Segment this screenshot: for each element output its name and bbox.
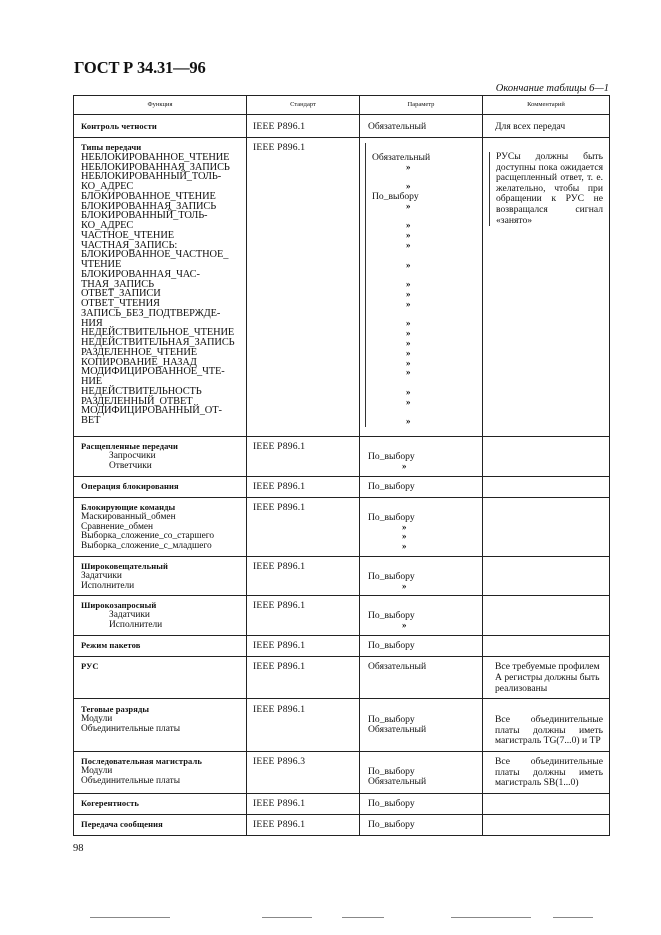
transfer-type: НЕБЛОКИРОВАННАЯ_ЗАПИСЬ <box>81 161 230 173</box>
ditto-mark: » <box>406 318 411 329</box>
standard: IEEE P896.1 <box>253 640 306 652</box>
function-subitem: Ответчики <box>109 460 152 471</box>
table-row <box>74 636 610 657</box>
scan-artifact-line <box>553 917 593 918</box>
standard: IEEE P896.1 <box>253 121 306 132</box>
table-row <box>74 557 610 596</box>
table-row <box>74 657 610 699</box>
function-name: Последовательная магистраль <box>81 755 202 766</box>
document-title: ГОСТ Р 34.31—96 <box>74 58 206 77</box>
function-name: Операция блокирования <box>81 481 179 491</box>
parameter-list <box>365 143 476 427</box>
ditto-mark: » <box>406 239 411 250</box>
standard: IEEE P896.1 <box>253 561 306 572</box>
scan-artifact-line <box>342 917 384 918</box>
comment: Все требуемые профилем А регистры должны быть реализованы <box>495 661 600 694</box>
transfer-type: НЕДЕЙСТВИТЕЛЬНОЕ_ЧТЕНИЕ <box>81 327 235 339</box>
standard: IEEE P896.3 <box>253 755 306 767</box>
parameter-line: По_выбору <box>368 765 415 777</box>
ditto-mark: » <box>406 367 411 378</box>
ditto-mark: » <box>406 396 411 407</box>
standard: IEEE P896.1 <box>253 797 306 809</box>
parameter-line <box>372 251 476 261</box>
ditto-mark: » <box>402 541 407 552</box>
function-name: Расщепленные передачи <box>81 441 178 451</box>
function-subitem: Задатчики <box>109 610 150 621</box>
ditto-mark: » <box>406 161 411 172</box>
transfer-type: НЕДЕЙСТВИТЕЛЬНОСТЬ <box>81 385 202 397</box>
function-subitem: Объединительные платы <box>81 775 181 786</box>
function-subitem: Модули <box>81 713 113 724</box>
parameter-line <box>372 310 476 320</box>
function-name: Когерентность <box>81 797 139 808</box>
function-subitem: Выборка_сложение_со_старшего <box>81 531 215 542</box>
ditto-mark: » <box>406 347 411 358</box>
comment <box>483 498 609 508</box>
standard: IEEE P896.1 <box>253 600 306 612</box>
table-row <box>74 699 610 752</box>
table-row <box>74 437 610 477</box>
transfer-type: ОТВЕТ_ЧТЕНИЯ <box>81 298 160 310</box>
table-row <box>74 793 610 814</box>
comment: РУСы должны быть доступны пока ожидается расщепленный ответ, т. е. желательно, чтобы при обращении к РУС не возвращался сигнал «занято» <box>489 152 603 226</box>
function-name: Широковещательный <box>81 561 168 571</box>
standard: IEEE P896.1 <box>253 661 306 673</box>
ditto-mark: » <box>406 328 411 339</box>
standard: IEEE P896.1 <box>253 704 306 716</box>
table-row <box>74 498 610 557</box>
ditto-mark: » <box>406 337 411 348</box>
parameter-line <box>372 378 476 388</box>
comment <box>483 437 609 447</box>
comment: Все объединительные платы должны иметь магистраль SB(1...0) <box>495 755 603 789</box>
parameter-line: По_выбору <box>368 511 415 523</box>
column-header-parameter: Параметр <box>360 96 483 115</box>
parameter: По_выбору <box>368 640 415 652</box>
ditto-mark: » <box>402 521 407 532</box>
ditto-mark: » <box>406 298 411 309</box>
parameter-line <box>372 212 476 222</box>
transfer-type: КО_АДРЕС <box>81 181 134 193</box>
function-subitem: Запросчики <box>109 450 156 461</box>
parameter-line: По_выбору <box>368 570 415 582</box>
transfer-type: БЛОКИРОВАННОЕ_ЧАСТНОЕ_ <box>81 249 229 261</box>
standard: IEEE P896.1 <box>253 481 306 492</box>
parameter-line: По_выбору <box>368 713 415 725</box>
ditto-mark: » <box>406 200 411 211</box>
function-name: Режим пакетов <box>81 640 141 651</box>
transfer-type: ОТВЕТ_ЗАПИСИ <box>81 288 161 300</box>
comment <box>483 477 609 487</box>
column-header-standard: Стандарт <box>247 96 360 115</box>
standard: IEEE P896.1 <box>253 818 306 830</box>
transfer-type: РАЗДЕЛЕННОЕ_ЧТЕНИЕ <box>81 346 198 358</box>
column-header-function: Функция <box>74 96 247 115</box>
scan-artifact-line <box>90 917 170 918</box>
scan-artifact-line <box>262 917 312 918</box>
function-name: Типы передачи <box>81 142 142 152</box>
parameter-line: По_выбору <box>372 190 419 202</box>
function-subitem: Исполнители <box>109 619 163 630</box>
transfer-type: НИЯ <box>81 317 103 329</box>
parameter-line: Обязательный <box>368 775 427 787</box>
transfer-type: КО_АДРЕС <box>81 220 134 232</box>
parameter-line: Обязательный <box>372 151 431 163</box>
transfer-type: МОДИФИЦИРОВАННЫЙ_ОТ- <box>81 405 222 417</box>
transfer-type: БЛОКИРОВАННЫЙ_ТОЛЬ- <box>81 210 208 222</box>
standard: IEEE P896.1 <box>253 142 306 153</box>
table-row <box>74 814 610 835</box>
parameter: Обязательный <box>368 661 427 673</box>
table-row <box>74 751 610 793</box>
parameter: По_выбору <box>368 818 415 830</box>
ditto-mark: » <box>406 357 411 368</box>
parameter-line <box>372 172 476 182</box>
ditto-mark: » <box>406 230 411 241</box>
comment: Все объединительные платы должны иметь магистраль TG(7...0) и TP <box>495 714 603 747</box>
function-name: Теговые разряды <box>81 704 150 715</box>
function-subitem: Исполнители <box>81 580 135 591</box>
transfer-type: НЕБЛОКИРОВАННОЕ_ЧТЕНИЕ <box>81 151 230 163</box>
comment <box>483 596 609 606</box>
parameter-line: По_выбору <box>368 610 415 622</box>
specification-table <box>73 95 610 836</box>
parameter-line: По_выбору <box>368 450 415 462</box>
comment <box>483 557 609 567</box>
function-subitem: Объединительные платы <box>81 723 181 734</box>
parameter: По_выбору <box>368 797 415 809</box>
comment: Для всех передач <box>495 121 566 132</box>
table-header-row <box>74 96 610 115</box>
page-number: 98 <box>73 843 84 854</box>
ditto-mark: » <box>402 580 407 591</box>
comment <box>483 815 609 825</box>
transfer-type: ТНАЯ_ЗАПИСЬ <box>81 278 154 290</box>
parameter-line <box>372 270 476 280</box>
function-name: Контроль четности <box>81 121 157 131</box>
function-subitem: Модули <box>81 765 113 776</box>
transfer-type: БЛОКИРОВАННОЕ_ЧТЕНИЕ <box>81 190 216 202</box>
transfer-type: БЛОКИРОВАННАЯ_ЧАС- <box>81 268 200 280</box>
transfer-type: БЛОКИРОВАННАЯ_ЗАПИСЬ <box>81 200 217 212</box>
ditto-mark: » <box>402 460 407 471</box>
transfer-type: КОПИРОВАНИЕ_НАЗАД <box>81 356 197 368</box>
ditto-mark: » <box>406 181 411 192</box>
ditto-mark: » <box>406 279 411 290</box>
ditto-mark: » <box>406 386 411 397</box>
parameter: Обязательный <box>368 121 427 132</box>
table-row <box>74 138 610 437</box>
table-caption: Окончание таблицы 6—1 <box>495 83 609 94</box>
scan-artifact-line <box>451 917 531 918</box>
transfer-type: НИЕ <box>81 376 103 388</box>
transfer-type: ВЕТ <box>81 415 101 427</box>
function-subitem: Выборка_сложение_с_младшего <box>81 541 212 552</box>
transfer-type: ЧАСТНОЕ_ЧТЕНИЕ <box>81 229 174 241</box>
ditto-mark: » <box>406 220 411 231</box>
function-name: Широкозапросный <box>81 600 157 611</box>
parameter-line: Обязательный <box>368 723 427 735</box>
column-header-comment: Комментарий <box>483 96 610 115</box>
function-name: Блокирующие команды <box>81 502 176 512</box>
comment <box>483 794 609 804</box>
ditto-mark: » <box>402 531 407 542</box>
parameter-line <box>372 408 476 418</box>
transfer-type: НЕБЛОКИРОВАННЫЙ_ТОЛЬ- <box>81 171 222 183</box>
transfer-type: ЧТЕНИЕ <box>81 259 122 271</box>
table-row <box>74 115 610 138</box>
ditto-mark: » <box>406 416 411 427</box>
ditto-mark: » <box>406 259 411 270</box>
transfer-type: НЕДЕЙСТВИТЕЛЬНАЯ_ЗАПИСЬ <box>81 337 235 349</box>
ditto-mark: » <box>406 288 411 299</box>
function-name: РУС <box>81 661 99 672</box>
function-subitem: Задатчики <box>81 570 122 581</box>
transfer-type-list <box>81 153 240 426</box>
standard: IEEE P896.1 <box>253 441 306 452</box>
function-subitem: Маскированный_обмен <box>81 511 176 522</box>
standard: IEEE P896.1 <box>253 502 306 513</box>
parameter: По_выбору <box>368 481 415 492</box>
transfer-type: РАЗДЕЛЕННЫЙ_ОТВЕТ <box>81 395 193 407</box>
transfer-type: ЗАПИСЬ_БЕЗ_ПОДТВЕРЖДЕ- <box>81 307 221 319</box>
function-subitem: Сравнение_обмен <box>81 521 154 532</box>
table-row <box>74 477 610 498</box>
table-row <box>74 596 610 636</box>
function-name: Передача сообщения <box>81 818 163 829</box>
comment <box>483 636 609 646</box>
ditto-mark: » <box>402 619 407 630</box>
transfer-type: МОДИФИЦИРОВАННОЕ_ЧТЕ- <box>81 366 225 378</box>
transfer-type: ЧАСТНАЯ_ЗАПИСЬ: <box>81 239 178 251</box>
